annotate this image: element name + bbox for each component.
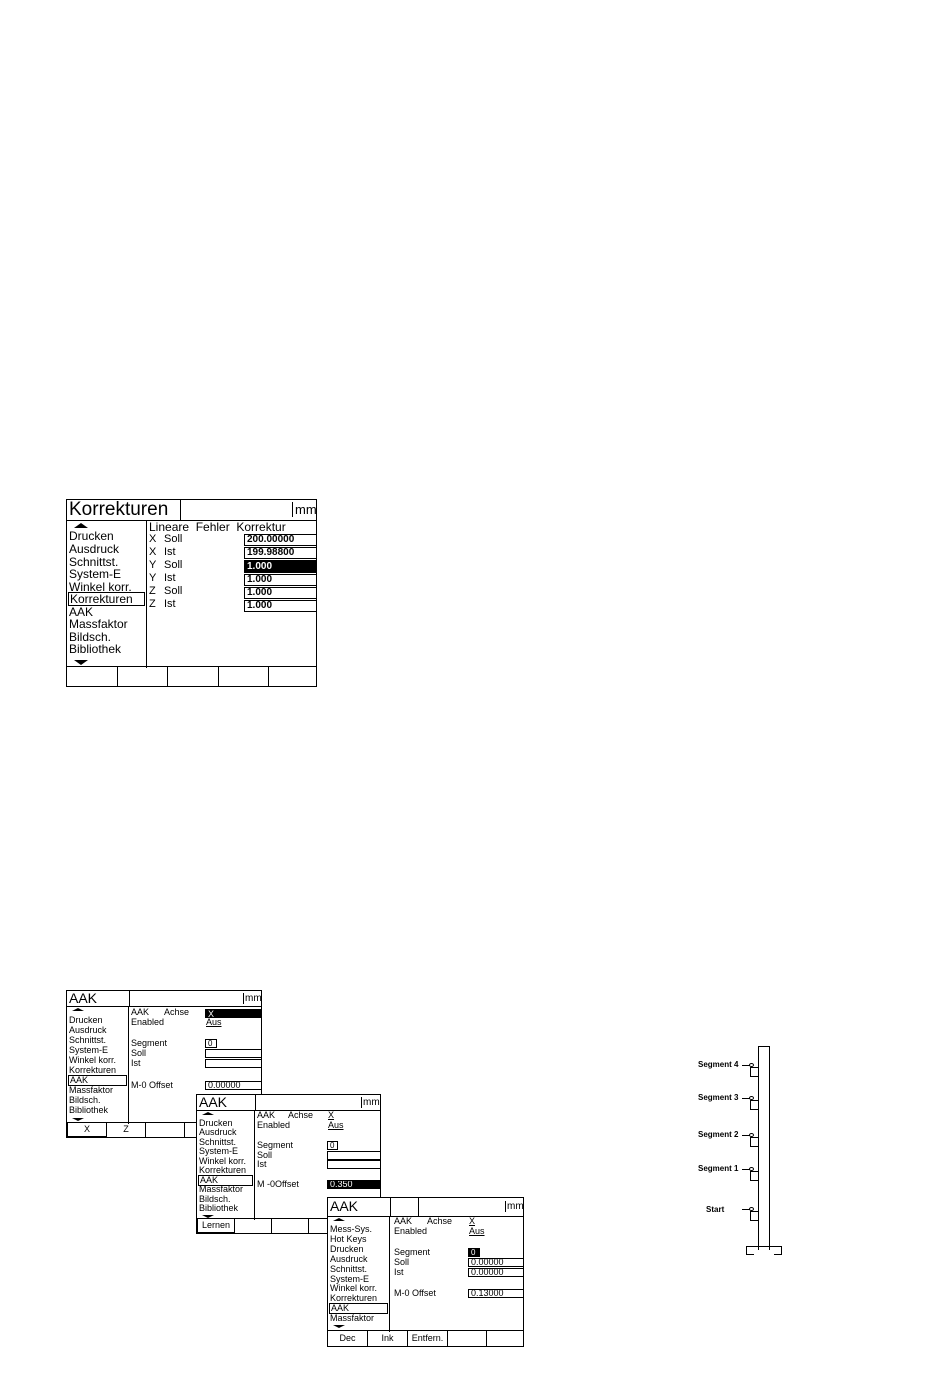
menu-item-bibliothek[interactable]: Bibliothek [69, 1105, 109, 1115]
menu-item-drucken[interactable]: Drucken [330, 1244, 364, 1254]
x-axis-label: X [149, 533, 157, 545]
softkey-5[interactable] [487, 1331, 523, 1346]
menu-item-ausdruck[interactable]: Ausdruck [330, 1254, 368, 1264]
enabled-label: Enabled [257, 1120, 291, 1130]
segment-diagram [690, 1040, 800, 1270]
menu-item-winkel-korr[interactable]: Winkel korr. [69, 1055, 117, 1065]
menu-item-schnittst[interactable]: Schnittst. [199, 1137, 237, 1147]
y-soll-label: Soll [164, 559, 183, 571]
menu-item-winkel-korr[interactable]: Winkel korr. [330, 1283, 378, 1293]
menu-item-system-e[interactable]: System-E [69, 1045, 109, 1055]
x-ist-field[interactable]: 199.98800 [244, 547, 317, 559]
soll-field[interactable] [327, 1151, 381, 1160]
menu-item-schnittst[interactable]: Schnittst. [69, 555, 119, 569]
screen-title: Korrekturen [69, 499, 169, 520]
menu-item-system-e[interactable]: System-E [69, 567, 122, 581]
softkey-bar [67, 666, 316, 686]
menu-item-drucken[interactable]: Drucken [199, 1118, 233, 1128]
menu-item-korrekturen[interactable]: Korrekturen [68, 592, 145, 606]
achse-value[interactable]: X [469, 1216, 476, 1226]
scroll-up-icon[interactable] [72, 1008, 84, 1011]
segment-label: Segment [131, 1038, 168, 1048]
softkey-2[interactable] [118, 667, 168, 686]
offset-field[interactable]: 0.00000 [205, 1081, 262, 1090]
segment-4-label: Segment 4 [698, 1060, 739, 1069]
ist-label: Ist [257, 1159, 267, 1169]
soll-field[interactable]: 0.00000 [468, 1258, 524, 1267]
menu-item-system-e[interactable]: System-E [330, 1274, 370, 1284]
x-soll-field[interactable]: 200.00000 [244, 534, 317, 546]
segment-label: Segment [257, 1140, 294, 1150]
segment-2-label: Segment 2 [698, 1130, 739, 1139]
z-soll-label: Soll [164, 585, 183, 597]
title-divider [129, 991, 130, 1006]
section-header: Lineare Fehler Korrektur [149, 520, 286, 534]
base-top [746, 1246, 782, 1247]
enabled-value[interactable]: Aus [328, 1120, 344, 1130]
menu-item-ausdruck[interactable]: Ausdruck [199, 1127, 237, 1137]
screen-title: AAK [69, 990, 98, 1006]
menu-item-mess-sys[interactable]: Mess-Sys. [330, 1224, 373, 1234]
enabled-label: Enabled [131, 1017, 165, 1027]
menu-item-system-e[interactable]: System-E [199, 1146, 239, 1156]
title-divider-2 [418, 1198, 419, 1216]
title-divider [180, 500, 181, 520]
screen-title: AAK [199, 1094, 228, 1110]
menu-item-drucken[interactable]: Drucken [69, 529, 114, 543]
segment-4-box [750, 1067, 759, 1077]
side-menu [197, 1110, 255, 1220]
enabled-value[interactable]: Aus [469, 1226, 485, 1236]
softkey-4[interactable] [219, 667, 269, 686]
segment-3-label: Segment 3 [698, 1093, 739, 1102]
y-ist-label: Ist [164, 572, 176, 584]
menu-item-bildsch[interactable]: Bildsch. [199, 1194, 231, 1204]
soll-label: Soll [394, 1257, 410, 1267]
ist-field[interactable]: 0.00000 [468, 1268, 524, 1277]
unit-label: mm [245, 993, 262, 1004]
menu-item-drucken[interactable]: Drucken [69, 1015, 103, 1025]
achse-label: Achse [288, 1110, 314, 1120]
unit-label: mm [507, 1201, 524, 1212]
z-axis-label: Z [149, 585, 156, 597]
base-bottom-left [746, 1254, 754, 1255]
unit-label: mm [363, 1097, 380, 1108]
title-bar [67, 500, 316, 521]
segment-1-box [750, 1171, 759, 1181]
segment-label: Segment [394, 1247, 431, 1257]
title-divider [255, 1095, 256, 1110]
menu-item-massfaktor[interactable]: Massfaktor [199, 1184, 244, 1194]
menu-item-massfaktor[interactable]: Massfaktor [69, 1085, 114, 1095]
softkey-entfern[interactable]: Entfern. [408, 1331, 448, 1346]
z-ist-label: Ist [164, 598, 176, 610]
menu-item-korrekturen[interactable]: Korrekturen [330, 1293, 378, 1303]
korrekturen-screen [66, 499, 317, 687]
side-menu [67, 520, 147, 668]
z-soll-field[interactable]: 1.000 [244, 587, 317, 599]
offset-field[interactable]: 0.13000 [468, 1289, 524, 1298]
scroll-up-icon[interactable] [333, 1218, 345, 1221]
y-soll-field[interactable]: 1.000 [244, 560, 317, 573]
title-bar [67, 991, 261, 1007]
base-bottom-right [774, 1254, 782, 1255]
soll-label: Soll [257, 1150, 273, 1160]
menu-item-winkel-korr[interactable]: Winkel korr. [199, 1156, 247, 1166]
softkey-3[interactable] [272, 1219, 309, 1233]
softkey-x[interactable]: X [67, 1123, 107, 1137]
aak-label: AAK [131, 1007, 150, 1017]
aak-label: AAK [257, 1110, 276, 1120]
ist-field[interactable] [327, 1160, 381, 1169]
enabled-label: Enabled [394, 1226, 428, 1236]
offset-label: M -0Offset [257, 1179, 299, 1189]
z-ist-field[interactable]: 1.000 [244, 600, 317, 612]
softkey-dec[interactable]: Dec [328, 1331, 368, 1346]
segment-3-box [750, 1100, 759, 1110]
ist-label: Ist [131, 1058, 141, 1068]
aak-label: AAK [394, 1216, 413, 1226]
menu-item-winkel-korr[interactable]: Winkel korr. [69, 580, 132, 594]
softkey-4[interactable] [448, 1331, 487, 1346]
segment-field[interactable]: 0 [205, 1039, 217, 1048]
softkey-3[interactable] [146, 1123, 185, 1137]
menu-item-bibliothek[interactable]: Bibliothek [199, 1203, 239, 1213]
y-axis-label: Y [149, 572, 157, 584]
softkey-ink[interactable]: Ink [368, 1331, 408, 1346]
offset-field[interactable]: 0.350 [327, 1180, 381, 1189]
offset-label: M-0 Offset [394, 1288, 436, 1298]
aak-screen-3 [327, 1197, 524, 1347]
menu-item-bildsch[interactable]: Bildsch. [69, 1095, 101, 1105]
scroll-down-icon[interactable] [333, 1325, 345, 1328]
y-ist-field[interactable]: 1.000 [244, 574, 317, 586]
softkey-bar [328, 1330, 523, 1346]
ist-field[interactable] [205, 1059, 262, 1068]
menu-item-hot-keys[interactable]: Hot Keys [330, 1234, 367, 1244]
softkey-2[interactable] [235, 1219, 272, 1233]
start-label: Start [706, 1205, 725, 1214]
menu-item-schnittst[interactable]: Schnittst. [330, 1264, 368, 1274]
menu-item-ausdruck[interactable]: Ausdruck [69, 1025, 107, 1035]
menu-item-bibliothek[interactable]: Bibliothek [69, 642, 122, 656]
scroll-up-icon[interactable] [74, 523, 88, 528]
achse-field[interactable]: X [205, 1009, 262, 1018]
z-axis-label: Z [149, 598, 156, 610]
menu-item-aak[interactable]: AAK [69, 605, 94, 619]
menu-item-korrekturen[interactable]: Korrekturen [199, 1165, 247, 1175]
menu-item-aak[interactable]: AAK [68, 1075, 127, 1086]
title-bar [328, 1198, 523, 1217]
segment-1-label: Segment 1 [698, 1164, 739, 1173]
menu-item-aak[interactable]: AAK [198, 1175, 253, 1186]
unit-label: mm [292, 502, 317, 517]
softkey-3[interactable] [168, 667, 219, 686]
title-bar [197, 1095, 380, 1111]
menu-item-massfaktor[interactable]: Massfaktor [330, 1313, 375, 1323]
scroll-down-icon[interactable] [72, 1118, 84, 1121]
start-box [750, 1211, 759, 1221]
side-menu [67, 1006, 129, 1124]
rail-right [769, 1046, 770, 1250]
menu-item-schnittst[interactable]: Schnittst. [69, 1035, 107, 1045]
title-divider [390, 1198, 391, 1216]
softkey-1[interactable] [67, 667, 118, 686]
scroll-up-icon[interactable] [202, 1112, 214, 1115]
segment-field[interactable]: 0 [327, 1141, 338, 1150]
offset-label: M-0 Offset [131, 1080, 173, 1090]
softkey-z[interactable]: Z [107, 1123, 146, 1137]
x-axis-label: X [149, 546, 157, 558]
segment-field[interactable]: 0 [468, 1248, 480, 1257]
soll-label: Soll [131, 1048, 147, 1058]
soll-field[interactable] [205, 1049, 262, 1058]
softkey-5[interactable] [269, 667, 317, 686]
achse-label: Achse [164, 1007, 190, 1017]
x-ist-label: Ist [164, 546, 176, 558]
menu-item-aak[interactable]: AAK [329, 1303, 388, 1314]
y-axis-label: Y [149, 559, 157, 571]
ist-label: Ist [394, 1267, 404, 1277]
menu-item-korrekturen[interactable]: Korrekturen [69, 1065, 117, 1075]
menu-item-ausdruck[interactable]: Ausdruck [69, 542, 120, 556]
scroll-down-icon[interactable] [74, 660, 88, 665]
menu-item-bildsch[interactable]: Bildsch. [69, 630, 112, 644]
side-menu [328, 1216, 390, 1332]
menu-item-massfaktor[interactable]: Massfaktor [69, 617, 128, 631]
screen-title: AAK [330, 1198, 359, 1214]
achse-label: Achse [427, 1216, 453, 1226]
segment-2-box [750, 1137, 759, 1147]
enabled-value[interactable]: Aus [206, 1017, 222, 1027]
achse-value[interactable]: X [328, 1110, 335, 1120]
x-soll-label: Soll [164, 533, 183, 545]
softkey-lernen[interactable]: Lernen [197, 1219, 235, 1233]
